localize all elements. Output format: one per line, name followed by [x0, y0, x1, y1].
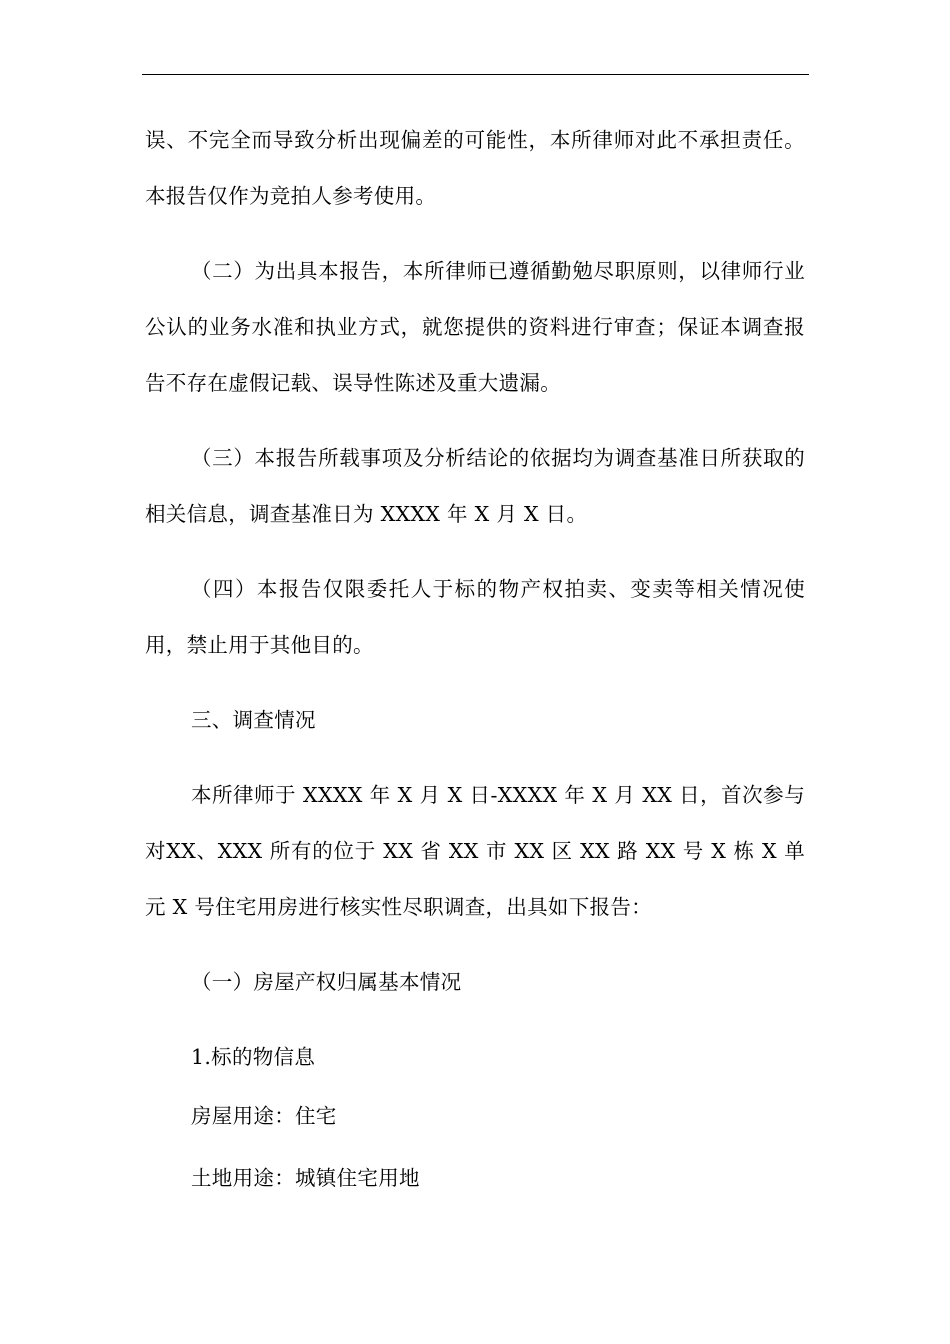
paragraph-continuation: 误、不完全而导致分析出现偏差的可能性，本所律师对此不承担责任。本报告仅作为竞拍人参考使用。	[145, 128, 805, 208]
paragraph-item-3: （三）本报告所载事项及分析结论的依据均为调查基准日所获取的相关信息，调查基准日为 XXXX 年 X 月 X 日。	[145, 446, 805, 526]
section-heading-investigation: 三、调查情况	[191, 708, 316, 732]
field-land-usage: 土地用途：城镇住宅用地	[191, 1166, 420, 1190]
item-heading-subject-info: 1.标的物信息	[191, 1045, 316, 1069]
paragraph-item-2: （二）为出具本报告，本所律师已遵循勤勉尽职原则，以律师行业公认的业务水准和执业方式，就您提供的资料进行审查；保证本调查报告不存在虚假记载、误导性陈述及重大遗漏。	[145, 259, 805, 395]
document-body	[145, 112, 805, 1209]
field-house-usage: 房屋用途：住宅	[191, 1104, 337, 1128]
header-rule	[142, 74, 809, 75]
paragraph-investigation-intro: 本所律师于 XXXX 年 X 月 X 日-XXXX 年 X 月 XX 日，首次参与对XX、XXX 所有的位于 XX 省 XX 市 XX 区 XX 路 XX 号 X 栋 X 单元 X 号住宅用房进行核实性尽职调查，出具如下报告：	[145, 783, 805, 919]
paragraph-item-4: （四）本报告仅限委托人于标的物产权拍卖、变卖等相关情况使用，禁止用于其他目的。	[145, 577, 805, 657]
subsection-heading-property-ownership: （一）房屋产权归属基本情况	[191, 970, 462, 994]
